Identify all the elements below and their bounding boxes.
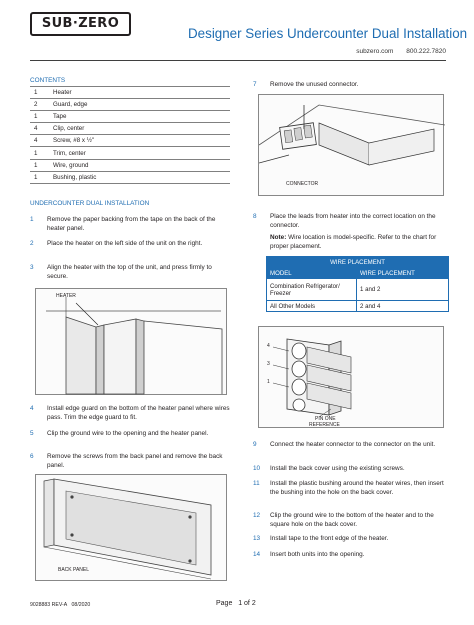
connector-figure: [258, 94, 444, 196]
reference-label: REFERENCE: [309, 422, 340, 428]
back-panel-figure: [35, 474, 227, 581]
heater-label: HEATER: [56, 293, 76, 299]
contents-row: [30, 171, 230, 183]
step-text: Install the plastic bushing around the heater wires, then insert the bushing into the hole on the back cover.: [270, 480, 444, 496]
wire-table-title: WIRE PLACEMENT: [267, 257, 449, 268]
step-text: Place the heater on the left side of the unit on the right.: [47, 240, 203, 247]
pin-label-4: 4: [267, 343, 270, 349]
contents-qty: 4: [30, 135, 47, 147]
doc-date: 08/2020: [71, 602, 91, 608]
page-title: Designer Series Undercounter Dual Installation: [188, 26, 468, 41]
step-number: 10: [253, 465, 261, 472]
step-number: 8: [253, 213, 257, 220]
pin-label-3: 3: [267, 361, 270, 367]
wire-table-col-placement: WIRE PLACEMENT: [357, 268, 449, 279]
step-text: Install tape to the front edge of the heater.: [270, 535, 389, 542]
contents-row: [30, 87, 230, 99]
step-number: 4: [30, 405, 34, 412]
contents-table: [30, 86, 230, 184]
step-number: 6: [30, 453, 34, 460]
contents-item: Tape: [47, 111, 230, 123]
step-text: Insert both units into the opening.: [270, 551, 365, 558]
step-number: 2: [30, 240, 34, 247]
contents-row: [30, 111, 230, 123]
step-text: Connect the heater connector to the connector on the unit.: [270, 441, 436, 448]
contents-item: Clip, center: [47, 123, 230, 135]
note-body: Wire location is model-specific. Refer to the chart for proper placement.: [270, 234, 437, 250]
step-text: Clip the ground wire to the opening and the heater panel.: [47, 430, 209, 437]
table-cell: 1 and 2: [357, 279, 449, 301]
contents-qty: 1: [30, 111, 47, 123]
contents-item: Wire, ground: [47, 159, 230, 171]
table-cell: Combination Refrigerator/ Freezer: [267, 279, 357, 301]
heater-illustration: [36, 289, 228, 396]
contents-qty: 1: [30, 171, 47, 183]
contents-qty: 4: [30, 123, 47, 135]
back-panel-label: BACK PANEL: [58, 567, 90, 573]
step-number: 12: [253, 512, 261, 519]
step-number: 5: [30, 430, 34, 437]
page-of: 1 of 2: [238, 600, 256, 607]
pin-connector-illustration: [259, 327, 445, 429]
contents-qty: 1: [30, 147, 47, 159]
table-cell: All Other Models: [267, 301, 357, 312]
step-text: Remove the screws from the back panel and remove the back panel.: [47, 453, 223, 469]
header-divider: [30, 60, 446, 61]
contents-qty: 1: [30, 159, 47, 171]
doc-number: 9028883 REV-A: [30, 602, 68, 608]
contents-row: [30, 135, 230, 147]
heater-figure: [35, 288, 227, 395]
note-block: [270, 234, 448, 251]
contents-item: Heater: [47, 87, 230, 99]
contact-info: [0, 48, 446, 55]
step-number: 1: [30, 216, 34, 223]
contents-item: Bushing, plastic: [47, 171, 230, 183]
contents-heading: CONTENTS: [30, 77, 66, 84]
pin-label-1: 1: [267, 379, 270, 385]
note-text: [270, 234, 436, 250]
website-text[interactable]: subzero.com: [356, 48, 394, 55]
page-word: Page: [216, 600, 233, 607]
connector-label: CONNECTOR: [286, 181, 319, 187]
step-text: Install the back cover using the existing screws.: [270, 465, 405, 472]
step-text: Remove the paper backing from the tape on the back of the heater panel.: [47, 216, 216, 232]
step-text: Align the heater with the top of the unit, and press firmly to secure.: [47, 264, 212, 280]
table-row: [267, 279, 449, 301]
table-cell: 2 and 4: [357, 301, 449, 312]
step-number: 7: [253, 81, 257, 88]
table-row: [267, 301, 449, 312]
contents-qty: 1: [30, 87, 47, 99]
step-text: Place the leads from heater into the correct location on the connector.: [270, 213, 436, 229]
contents-item: Guard, edge: [47, 99, 230, 111]
note-label: Note:: [270, 234, 287, 241]
contents-row: [30, 123, 230, 135]
page-number: [216, 600, 256, 607]
pin-figure: [258, 326, 444, 428]
section-heading: UNDERCOUNTER DUAL INSTALLATION: [30, 200, 150, 207]
step-number: 14: [253, 551, 261, 558]
sub-zero-logo: SUB·ZERO: [30, 12, 131, 36]
doc-code: [30, 602, 90, 608]
step-number: 11: [253, 480, 260, 487]
step-text: Install edge guard on the bottom of the heater panel where wires pass. Trim the edge guard to fit.: [47, 405, 230, 421]
back-panel-illustration: [36, 475, 228, 582]
step-number: 9: [253, 441, 257, 448]
phone-text: 800.222.7820: [406, 48, 446, 55]
step-number: 13: [253, 535, 261, 542]
step-number: 3: [30, 264, 34, 271]
step-text: Clip the ground wire to the bottom of the heater and to the square hole on the back cover.: [270, 512, 434, 528]
contents-row: [30, 99, 230, 111]
contents-row: [30, 147, 230, 159]
contents-item: Trim, center: [47, 147, 230, 159]
contents-qty: 2: [30, 99, 47, 111]
wire-table-col-model: MODEL: [267, 268, 357, 279]
contents-item: Screw, #8 x ½": [47, 135, 230, 147]
pin-one-label: PIN ONE: [315, 416, 336, 422]
wire-placement-table: [266, 256, 449, 312]
step-text: Remove the unused connector.: [270, 81, 359, 88]
contents-row: [30, 159, 230, 171]
